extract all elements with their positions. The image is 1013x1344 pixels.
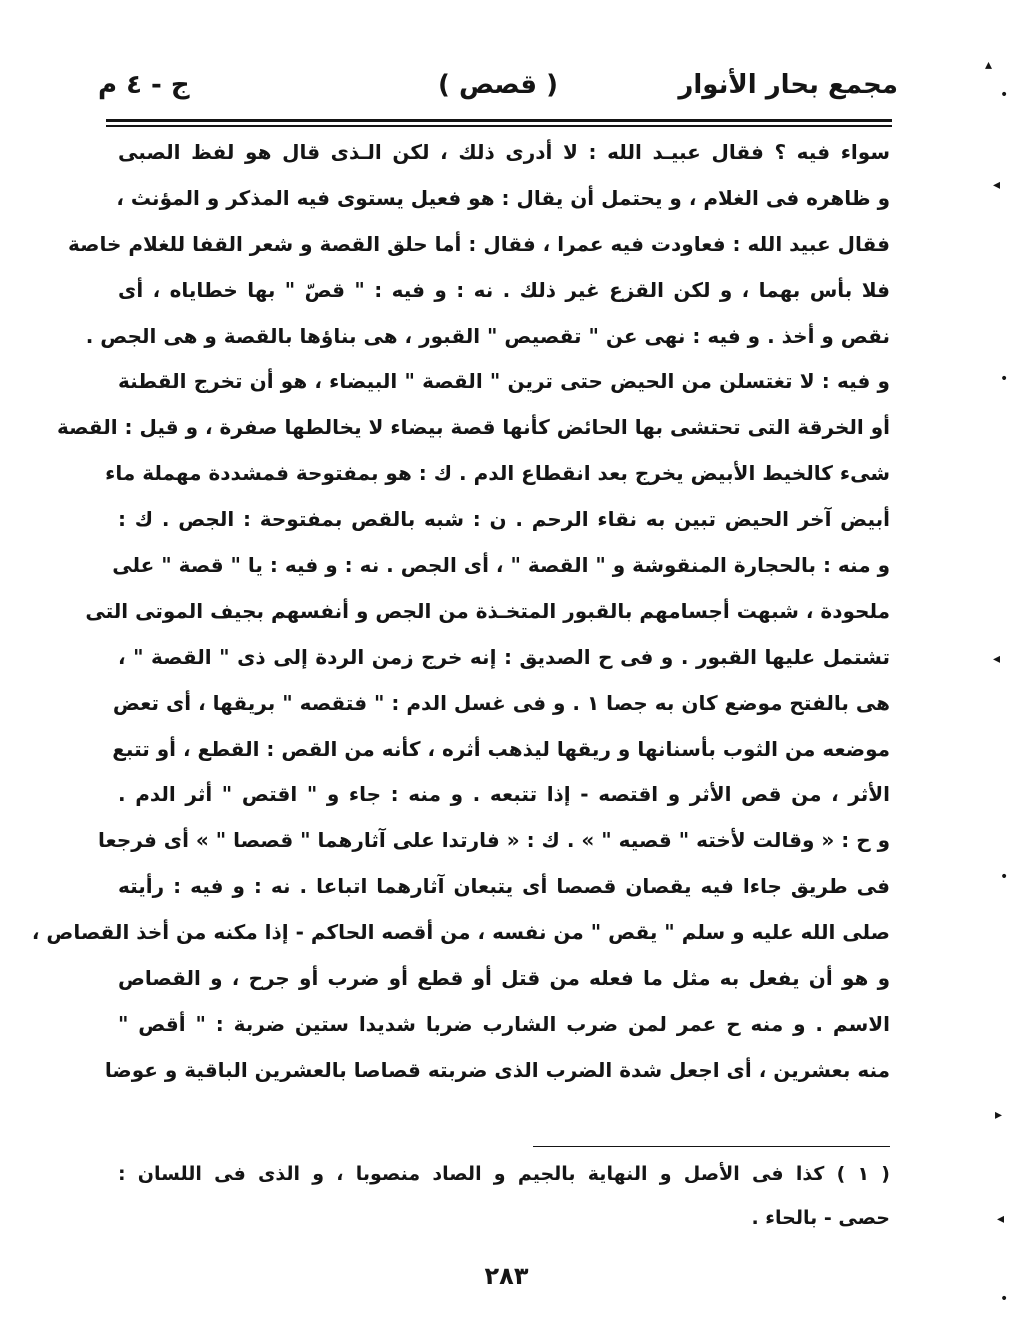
text-line: ملحودة ، شبهت أجسامهم بالقبور المتخـذة من الجص و أنفسهم بجيف الموتى التى: [85, 598, 890, 623]
text-line: صلى الله عليه و سلم " يقص " من نفسه ، من أقصه الحاكم - إذا مكنه من أخذ القصاص ،: [31, 920, 890, 945]
footnote-line: ( ١ ) كذا فى الأصل و النهاية بالجيم و الصاد منصوبا ، و الذى فى اللسان :: [118, 1163, 890, 1185]
margin-mark: ▸: [995, 1107, 1003, 1123]
text-line: الأثر ، من قص الأثر و اقتصه - إذا تتبعه . و منه : جاء و " اقتص " أثر الدم .: [118, 782, 890, 807]
margin-mark: ◂: [993, 177, 1001, 193]
text-line: سواء فيه ؟ فقال عبيـد الله : لا أدرى ذلك ، لكن الـذى قال هو لفظ الصبى: [118, 140, 890, 164]
footnote-line: حصى - بالحاء .: [751, 1207, 890, 1229]
text-line: تشتمل عليها القبور . و فى ح الصديق : إنه خرج زمن الردة إلى ذى " القصة " ،: [118, 644, 890, 669]
text-line: فى طريق جاءا فيه يقصان قصصا أى يتبعان آثارهما اتباعا . نه : و فيه : رأيته: [118, 874, 890, 899]
header-rule-thick: [106, 119, 892, 122]
text-line: و منه : بالحجارة المنقوشة و " القصة " ، أى الجص . نه : و فيه : يا " قصة " على: [112, 553, 890, 578]
text-line: الاسم . و منه ح عمر لمن ضرب الشارب ضربا شديدا ستين ضربة : " أقص ": [118, 1011, 890, 1036]
section-title: ( قصص ): [438, 70, 558, 100]
margin-mark: ◂: [997, 1211, 1005, 1227]
margin-mark: ▴: [985, 57, 993, 73]
margin-mark: •: [1000, 869, 1009, 885]
text-line: فلا بأس بهما ، و لكن القزع غير ذلك . نه : و فيه : " قصّ " بها خطاياه ، أى: [118, 277, 890, 302]
text-line: أبيض آخر الحيض تبين به نقاء الرحم . ن : شبه بالقص بمفتوحة : الجص . ك :: [118, 507, 890, 532]
text-line: و هو أن يفعل به مثل ما فعله من قتل أو قطع أو ضرب أو جرح ، و القصاص: [118, 966, 890, 991]
header-rule-thin: [106, 125, 892, 127]
text-line: و ظاهره فى الغلام ، و يحتمل أن يقال : هو فعيل يستوى فيه المذكر و المؤنث ،: [116, 185, 890, 210]
text-line: منه بعشرين ، أى اجعل شدة الضرب الذى ضربته قصاصا بالعشرين الباقية و عوضا: [104, 1057, 890, 1082]
margin-mark: •: [1000, 371, 1009, 387]
text-line: أو الخرقة التى تحتشى بها الحائض كأنها قصة بيضاء لا يخالطها صفرة ، و قيل : القصة: [56, 415, 890, 440]
margin-mark: ◂: [993, 651, 1001, 667]
text-line: شىء كالخيط الأبيض يخرج بعد انقطاع الدم . ك : هو بمفتوحة فمشددة مهملة ماء: [105, 461, 890, 486]
text-line: موضعه من الثوب بأسنانها و ريقها ليذهب أثره ، كأنه من القص : القطع ، أو تتبع: [112, 736, 890, 761]
text-line: و فيه : لا تغتسلن من الحيض حتى ترين " القصة " البيضاء ، هو أن تخرج القطنة: [118, 369, 890, 394]
footnotes: [118, 1152, 890, 1240]
running-header: [98, 62, 898, 114]
text-line: و ح : « وقالت لأخته " قصيه " » . ك : « فارتدا على آثارهما " قصصا " » أى فرجعا: [98, 828, 890, 853]
volume-label: ج - ٤ م: [98, 70, 190, 100]
footnote-rule: [533, 1146, 890, 1147]
book-title: مجمع بحار الأنوار: [678, 70, 898, 100]
text-line: هى بالفتح موضع كان به جصا ١ . و فى غسل الدم : " فتقصه " بريقها ، أى تعض: [112, 690, 890, 715]
main-text: [31, 130, 890, 1094]
margin-mark: •: [1000, 1291, 1009, 1307]
text-line: نقص و أخذ . و فيه : نهى عن " تقصيص " القبور ، هى بناؤها بالقصة و هى الجص .: [85, 323, 890, 348]
margin-mark: •: [1000, 87, 1009, 103]
page-number: ٢٨٣: [484, 1262, 529, 1290]
text-line: فقال عبيد الله : فعاودت فيه عمرا ، فقال : أما حلق القصة و شعر القفا للغلام خاصة: [68, 231, 890, 256]
